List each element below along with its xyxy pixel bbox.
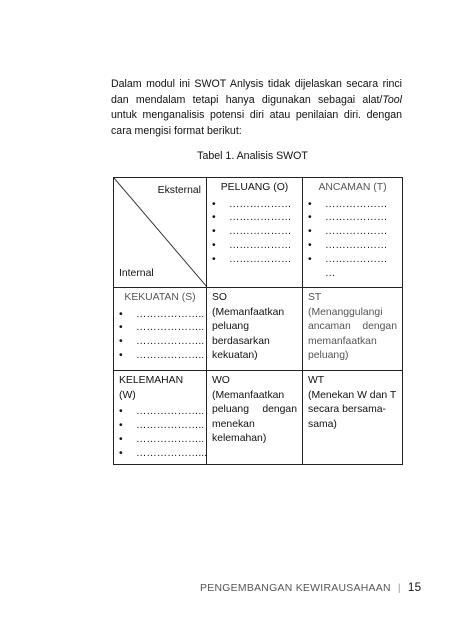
peluang-list bbox=[212, 198, 297, 267]
list-item: • ……………… bbox=[212, 198, 292, 210]
list-item: • ……………….. bbox=[119, 322, 205, 334]
list-item: • ……………… bbox=[212, 239, 292, 251]
kekuatan-cell bbox=[114, 288, 207, 371]
footer-separator: | bbox=[397, 583, 401, 594]
intro-text-italic: Tool bbox=[382, 93, 402, 106]
list-item: • ……………….. bbox=[119, 419, 205, 431]
list-item: • ……………… bbox=[308, 212, 388, 224]
page-number: 15 bbox=[407, 581, 422, 594]
list-item-continuation: … bbox=[325, 267, 336, 279]
swot-header-row bbox=[114, 178, 403, 288]
kelemahan-header: KELEMAHAN (W) bbox=[119, 375, 184, 401]
ancaman-header: ANCAMAN (T) bbox=[318, 182, 387, 193]
kekuatan-list bbox=[119, 308, 205, 363]
st-cell bbox=[303, 288, 403, 371]
peluang-cell bbox=[207, 178, 303, 288]
st-title: ST bbox=[308, 292, 322, 303]
list-item: • ……………….. bbox=[119, 349, 205, 361]
intro-paragraph bbox=[111, 77, 402, 139]
intro-text-2: untuk menganalisis potensi diri atau penilaian diri. dengan cara mengisi format berikut: bbox=[111, 109, 402, 137]
list-item: • ……………… bbox=[308, 226, 388, 238]
wt-cell bbox=[303, 371, 403, 465]
list-item: • ……………… bbox=[212, 226, 292, 238]
ancaman-cell bbox=[303, 178, 403, 288]
list-item: • ……………….. bbox=[119, 433, 205, 445]
wt-title: WT bbox=[308, 375, 325, 386]
internal-label: Internal bbox=[119, 268, 154, 280]
page-footer bbox=[200, 581, 421, 594]
table-caption: Tabel 1. Analisis SWOT bbox=[197, 150, 308, 162]
list-item: • ……………….. bbox=[119, 336, 205, 348]
wo-description: (Memanfaatkan peluang dengan menekan kelemahan) bbox=[212, 389, 297, 445]
swot-table bbox=[113, 177, 403, 465]
list-item: • ……………….. bbox=[119, 308, 205, 320]
list-item: • ……………… bbox=[212, 253, 292, 265]
ancaman-list bbox=[308, 198, 397, 281]
st-description: (Menanggulangi ancaman dengan memanfaatkan peluang) bbox=[308, 306, 397, 362]
so-description: (Memanfaatkan peluang berdasarkan kekuatan) bbox=[212, 306, 285, 362]
corner-cell bbox=[114, 178, 207, 288]
intro-text-1: Dalam modul ini SWOT Anlysis tidak dijelaskan secara rinci dan mendalam tetapi hanya digunakan sebagai alat/ bbox=[111, 78, 402, 106]
footer-label: PENGEMBANGAN KEWIRAUSAHAAN bbox=[200, 583, 391, 594]
kelemahan-cell bbox=[114, 371, 207, 465]
peluang-header: PELUANG (O) bbox=[220, 182, 289, 193]
list-item: • ……………….. bbox=[119, 406, 205, 418]
list-item: • ………………... bbox=[119, 447, 208, 459]
list-item: • ……………… bbox=[212, 212, 292, 224]
wo-cell bbox=[207, 371, 303, 465]
eksternal-label: Eksternal bbox=[157, 185, 201, 196]
kekuatan-row bbox=[114, 288, 403, 371]
wo-title: WO bbox=[212, 375, 230, 386]
list-item: • ……………… bbox=[308, 253, 388, 265]
list-item: • ……………… bbox=[308, 198, 388, 210]
so-title: SO bbox=[212, 292, 228, 303]
kelemahan-list bbox=[119, 405, 208, 460]
list-item: • ……………… bbox=[308, 239, 388, 251]
so-cell bbox=[207, 288, 303, 371]
kelemahan-row bbox=[114, 371, 403, 465]
wt-description: (Menekan W dan T secara bersama-sama) bbox=[308, 389, 396, 430]
kekuatan-header: KEKUATAN (S) bbox=[124, 292, 196, 303]
